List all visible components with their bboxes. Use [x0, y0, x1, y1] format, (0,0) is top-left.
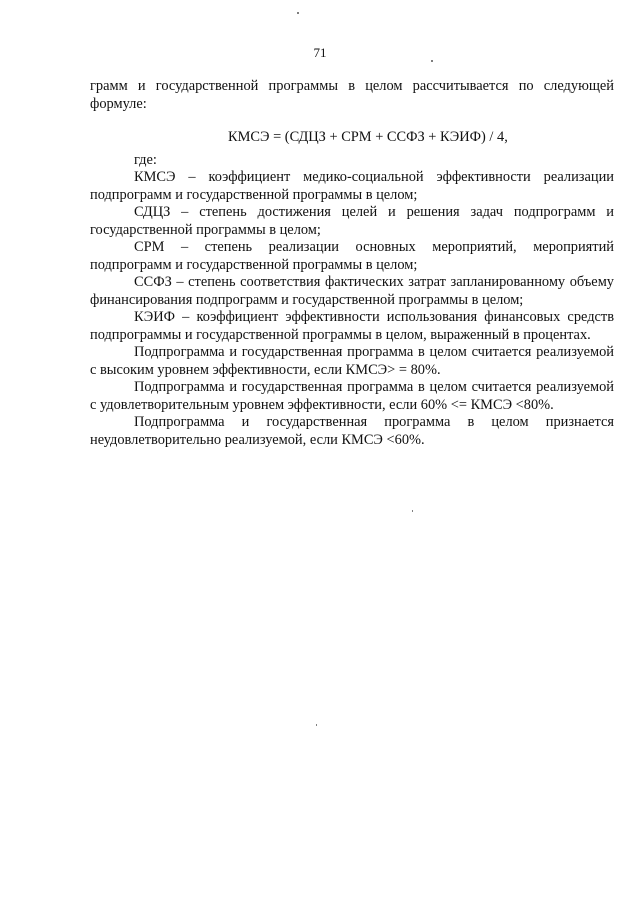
definition-ssfz: ССФЗ – степень соответствия фактических затрат запланированному объему финансирования подпрограмм и государственной программы в целом;: [90, 274, 614, 308]
scan-speck: [316, 724, 317, 726]
definition-keif: КЭИФ – коэффициент эффективности использования финансовых средств подпрограммы и государственной программы в целом, выраженный в процентах.: [90, 309, 614, 343]
definition-sdcz: СДЦЗ – степень достижения целей и решения задач подпрограмм и государственной программы в целом;: [90, 204, 614, 238]
where-label: где:: [134, 151, 157, 168]
formula: КМСЭ = (СДЦЗ + СРМ + ССФЗ + КЭИФ) / 4,: [228, 129, 508, 145]
intro-paragraph: грамм и государственной программы в целом рассчитывается по следующей формуле:: [90, 78, 614, 112]
conclusion-high: Подпрограмма и государственная программа в целом считается реализуемой с высоким уровнем эффективности, если КМСЭ> = 80%.: [90, 344, 614, 378]
page-number: 71: [313, 45, 327, 60]
scan-speck: [431, 60, 433, 62]
conclusion-satisfactory: Подпрограмма и государственная программа в целом считается реализуемой с удовлетворительным уровнем эффективности, если 60% <= КМСЭ <80%.: [90, 379, 614, 413]
definition-kmse: КМСЭ – коэффициент медико-социальной эффективности реализации подпрограмм и государственной программы в целом;: [90, 169, 614, 203]
scan-speck: [297, 12, 299, 14]
definition-srm: СРМ – степень реализации основных мероприятий, мероприятий подпрограмм и государственной программы в целом;: [90, 239, 614, 273]
document-body: [90, 78, 614, 449]
conclusion-unsatisfactory: Подпрограмма и государственная программа в целом признается неудовлетворительно реализуемой, если КМСЭ <60%.: [90, 414, 614, 448]
scan-speck: [412, 510, 413, 512]
